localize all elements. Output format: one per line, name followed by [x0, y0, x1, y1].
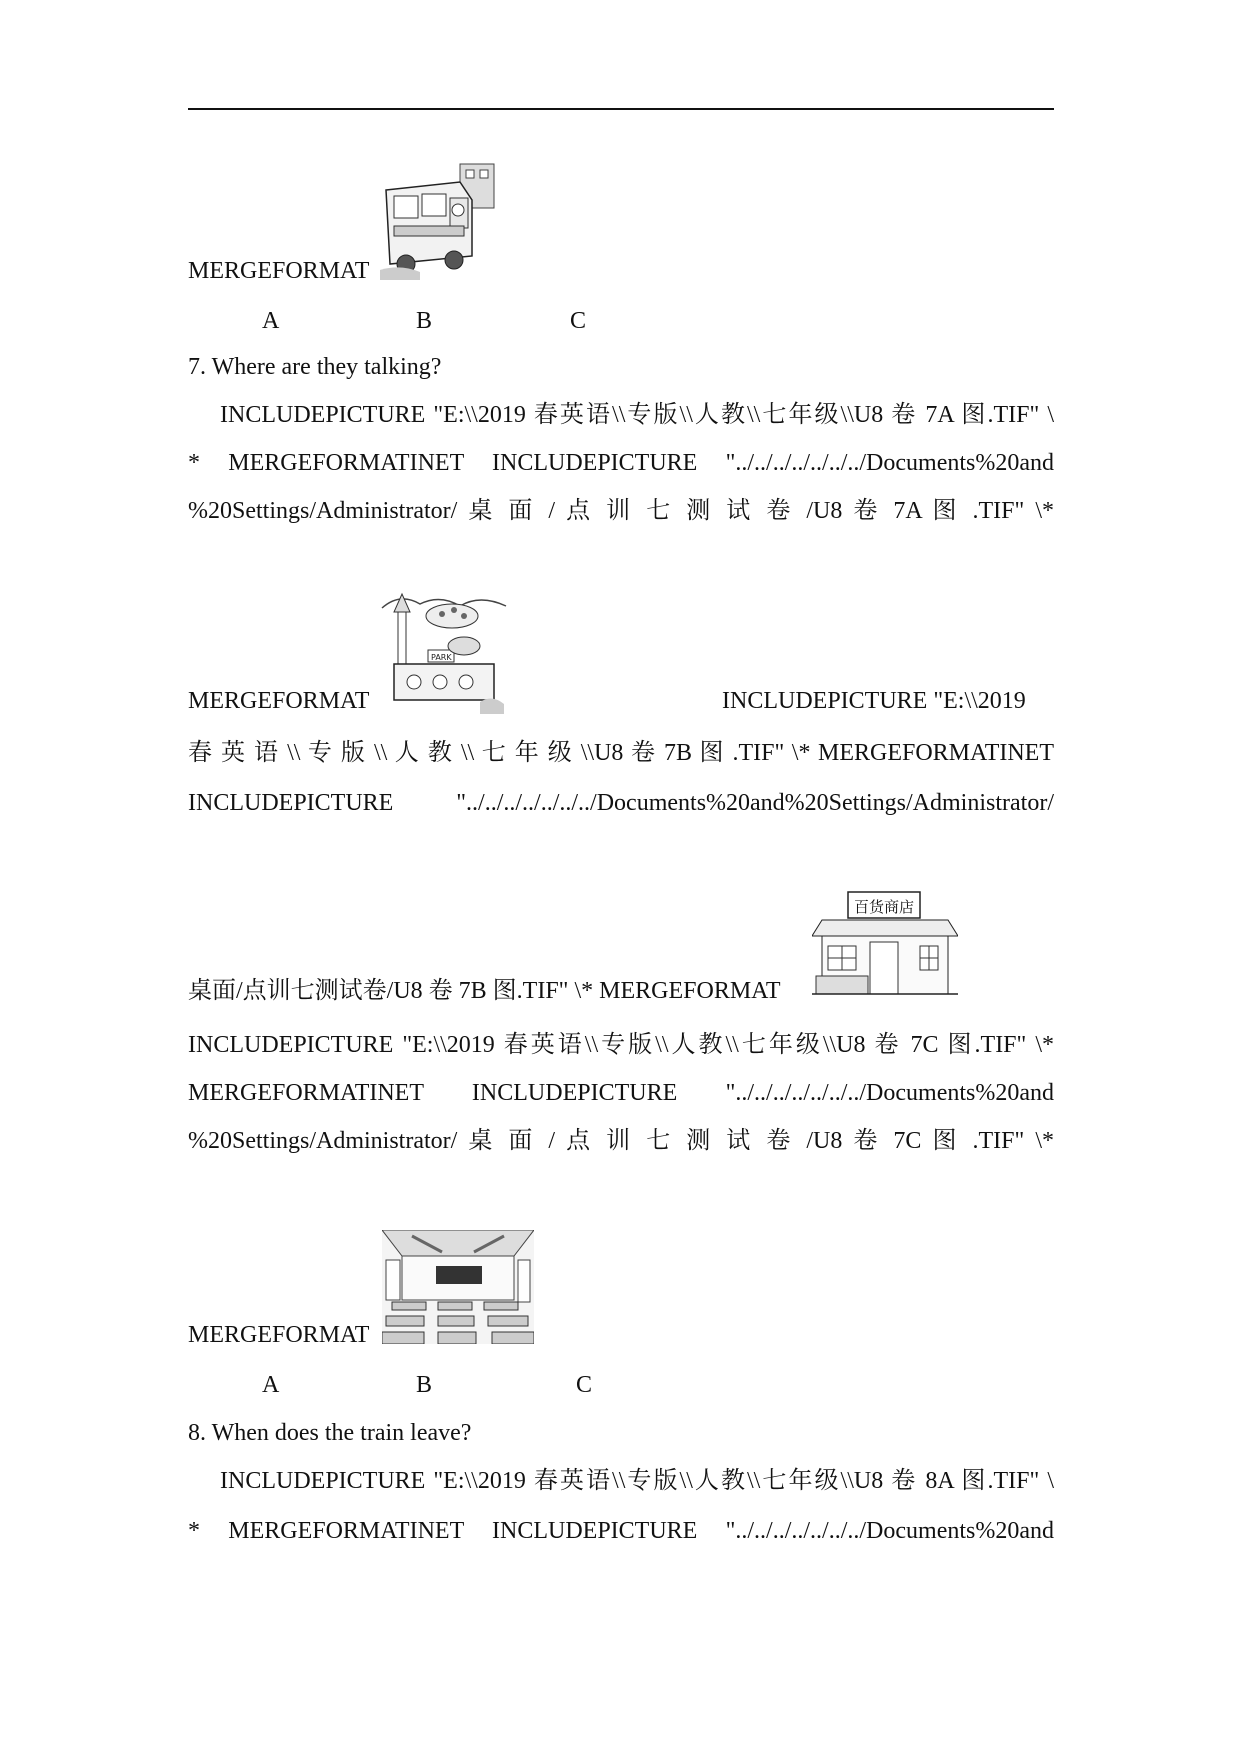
field-end-text: MERGEFORMAT [188, 688, 370, 714]
q7b-field-start: INCLUDEPICTURE "E:\\2019 [722, 688, 1026, 714]
q8-field-line-1: INCLUDEPICTURE "E:\\2019 春英语\\专版\\人教\\七年级\\U8 卷 8A 图.TIF" \ [220, 1468, 1054, 1494]
option-a-label: A [262, 308, 280, 334]
q7c-field-line-1: INCLUDEPICTURE "E:\\2019 春英语\\专版\\人教\\七年级\\U8 卷 7C 图.TIF" \* [188, 1032, 1054, 1058]
park-sign: PARK [431, 653, 452, 662]
question-8: 8. When does the train leave? [188, 1420, 472, 1446]
bus-illustration [380, 160, 498, 280]
store-sign: 百货商店 [854, 898, 915, 916]
q7-field-line-3: %20Settings/Administrator/ 桌 面 / 点 训 七 测 试 卷 /U8 卷 7A 图 .TIF" \* [188, 498, 1054, 524]
q7b-field-line-4: 桌面/点训七测试卷/U8 卷 7B 图.TIF" \* MERGEFORMAT [188, 978, 781, 1004]
option-b-label: B [416, 1372, 433, 1398]
header-rule [188, 108, 1054, 110]
option-c-label: C [576, 1372, 593, 1398]
field-end-text: MERGEFORMAT [188, 258, 370, 284]
classroom-illustration [382, 1230, 534, 1344]
question-7: 7. Where are they talking? [188, 354, 442, 380]
park-illustration [380, 590, 508, 714]
q7-field-line-2: * MERGEFORMATINET INCLUDEPICTURE "../../../../../../../Documents%20and [188, 450, 1054, 476]
department-store-illustration [812, 890, 958, 998]
option-c-label: C [570, 308, 587, 334]
field-end-text: MERGEFORMAT [188, 1322, 370, 1348]
q7c-field-line-2: MERGEFORMATINET INCLUDEPICTURE "../../../../../../../Documents%20and [188, 1080, 1054, 1106]
option-b-label: B [416, 308, 433, 334]
q7c-field-line-3: %20Settings/Administrator/ 桌 面 / 点 训 七 测 试 卷 /U8 卷 7C 图 .TIF" \* [188, 1128, 1054, 1154]
q7b-field-line-3: INCLUDEPICTURE "../../../../../../../Documents%20and%20Settings/Administrator/ [188, 790, 1054, 816]
q7-field-line-1: INCLUDEPICTURE "E:\\2019 春英语\\专版\\人教\\七年级\\U8 卷 7A 图.TIF" \ [220, 402, 1054, 428]
q7b-field-line-2: 春 英 语 \\ 专 版 \\ 人 教 \\ 七 年 级 \\U8 卷 7B 图 .TIF" \* MERGEFORMATINET [188, 740, 1054, 766]
option-a-label: A [262, 1372, 280, 1398]
q8-field-line-2: * MERGEFORMATINET INCLUDEPICTURE "../../../../../../../Documents%20and [188, 1518, 1054, 1544]
